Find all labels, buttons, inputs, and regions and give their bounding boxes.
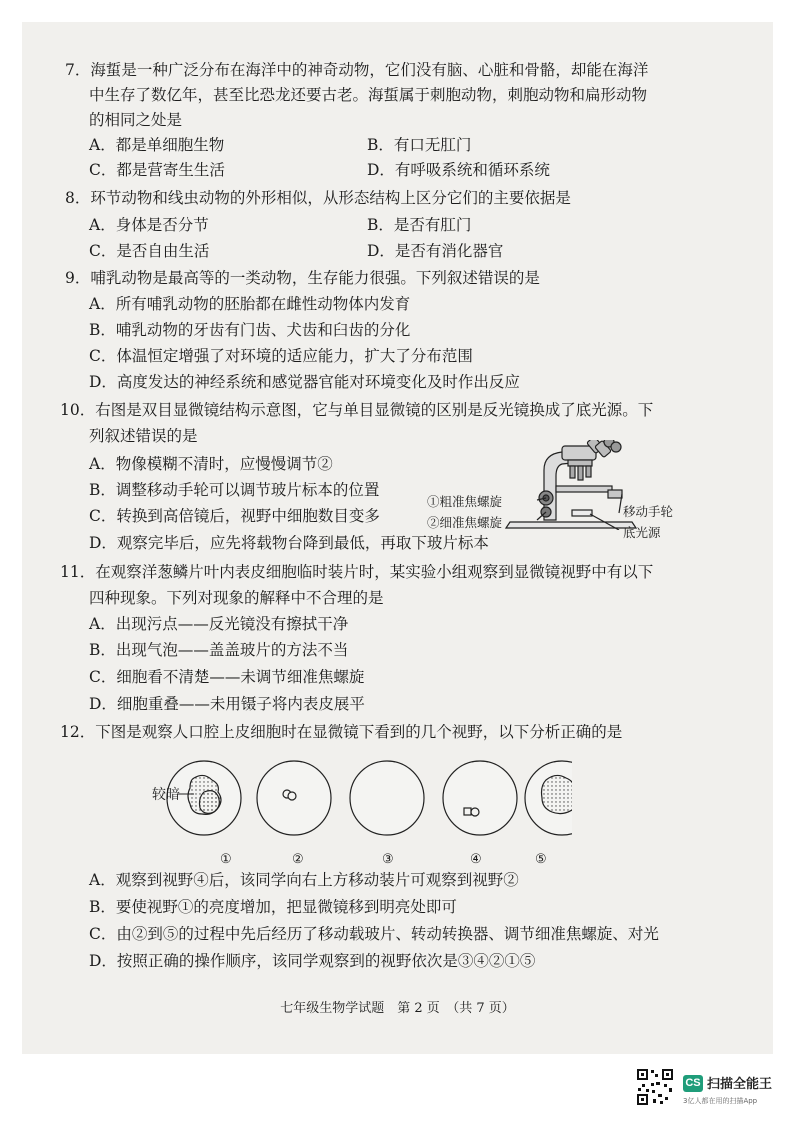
q10-line1: 10．右图是双目显微镜结构示意图，它与单目显微镜的区别是反光镜换成了底光源。下 xyxy=(60,401,654,419)
view-label-3: ③ xyxy=(382,852,394,867)
q8-option-d: D．是否有消化器官 xyxy=(367,242,504,260)
q9-option-a: A．所有哺乳动物的胚胎都在雌性动物体内发育 xyxy=(89,295,411,313)
dark-label: 较暗 xyxy=(152,787,180,803)
label-coarse-focus: ①粗准焦螺旋 xyxy=(427,494,503,509)
q12-line1: 12．下图是观察人口腔上皮细胞时在显微镜下看到的几个视野，以下分析正确的是 xyxy=(60,723,623,741)
q10-line2: 列叙述错误的是 xyxy=(89,427,198,445)
label-fine-focus: ②细准焦螺旋 xyxy=(427,515,503,530)
label-stage-wheel: 移动手轮 xyxy=(623,504,674,519)
q7-line3: 的相同之处是 xyxy=(89,111,183,129)
q11-option-c: C．细胞看不清楚——未调节细准焦螺旋 xyxy=(89,668,365,686)
q11-line2: 四种现象。下列对现象的解释中不合理的是 xyxy=(89,589,384,607)
q7-option-c: C．都是营寄生生活 xyxy=(89,161,225,179)
q11-option-d: D．细胞重叠——未用镊子将内表皮展平 xyxy=(89,695,365,713)
q8-option-a: A．身体是否分节 xyxy=(89,216,209,234)
page-footer: 七年级生物学试题 第 2 页 （共 7 页） xyxy=(280,1001,515,1016)
q9-option-d: D．高度发达的神经系统和感觉器官能对环境变化及时作出反应 xyxy=(89,373,520,391)
qr-code-icon xyxy=(636,1068,674,1106)
q11-line1: 11．在观察洋葱鳞片叶内表皮细胞临时装片时，某实验小组观察到显微镜视野中有以下 xyxy=(60,563,654,581)
q8-option-b: B．是否有肛门 xyxy=(367,216,472,234)
q10-option-b: B．调整移动手轮可以调节玻片标本的位置 xyxy=(89,481,380,499)
q7-line1: 7．海蜇是一种广泛分布在海洋中的神奇动物，它们没有脑、心脏和骨骼，却能在海洋 xyxy=(65,61,649,79)
q10-option-c: C．转换到高倍镜后，视野中细胞数目变多 xyxy=(89,507,380,525)
q7-line2: 中生存了数亿年，甚至比恐龙还要古老。海蜇属于刺胞动物，刺胞动物和扁形动物 xyxy=(89,86,648,104)
view-label-5: ⑤ xyxy=(535,852,547,867)
q11-option-b: B．出现气泡——盖盖玻片的方法不当 xyxy=(89,641,349,659)
q7-option-b: B．有口无肛门 xyxy=(367,136,472,154)
q7-option-d: D．有呼吸系统和循环系统 xyxy=(367,161,550,179)
q9-line1: 9．哺乳动物是最高等的一类动物，生存能力很强。下列叙述错误的是 xyxy=(65,269,540,287)
q9-option-c: C．体温恒定增强了对环境的适应能力，扩大了分布范围 xyxy=(89,347,473,365)
view-label-2: ② xyxy=(292,852,304,867)
scanner-tagline: 3亿人都在用的扫描App xyxy=(683,1097,758,1105)
camscanner-logo-icon: CS xyxy=(683,1075,703,1092)
q8-option-c: C．是否自由生活 xyxy=(89,242,210,260)
q11-option-a: A．出现污点——反光镜没有擦拭干净 xyxy=(89,615,349,633)
q7-option-a: A．都是单细胞生物 xyxy=(89,136,225,154)
scanner-app-name: 扫描全能王 xyxy=(707,1077,773,1092)
exam-page xyxy=(22,22,773,1054)
label-light-source: 底光源 xyxy=(623,525,661,540)
view-label-1: ① xyxy=(220,852,232,867)
fields-of-view-figure xyxy=(142,756,572,856)
q10-option-d: D．观察完毕后，应先将载物台降到最低，再取下玻片标本 xyxy=(89,534,489,552)
q10-option-a: A．物像模糊不清时，应慢慢调节② xyxy=(89,455,333,473)
q12-option-b: B．要使视野①的亮度增加，把显微镜移到明亮处即可 xyxy=(89,898,457,916)
q12-option-c: C．由②到⑤的过程中先后经历了移动载玻片、转动转换器、调节细准焦螺旋、对光 xyxy=(89,925,659,943)
q12-option-a: A．观察到视野④后，该同学向右上方移动装片可观察到视野② xyxy=(89,871,519,889)
q12-option-d: D．按照正确的操作顺序，该同学观察到的视野依次是③④②①⑤ xyxy=(89,952,536,970)
q9-option-b: B．哺乳动物的牙齿有门齿、犬齿和臼齿的分化 xyxy=(89,321,411,339)
view-label-4: ④ xyxy=(470,852,482,867)
q8-line1: 8．环节动物和线虫动物的外形相似，从形态结构上区分它们的主要依据是 xyxy=(65,189,571,207)
scanner-watermark-bar xyxy=(0,1054,793,1123)
